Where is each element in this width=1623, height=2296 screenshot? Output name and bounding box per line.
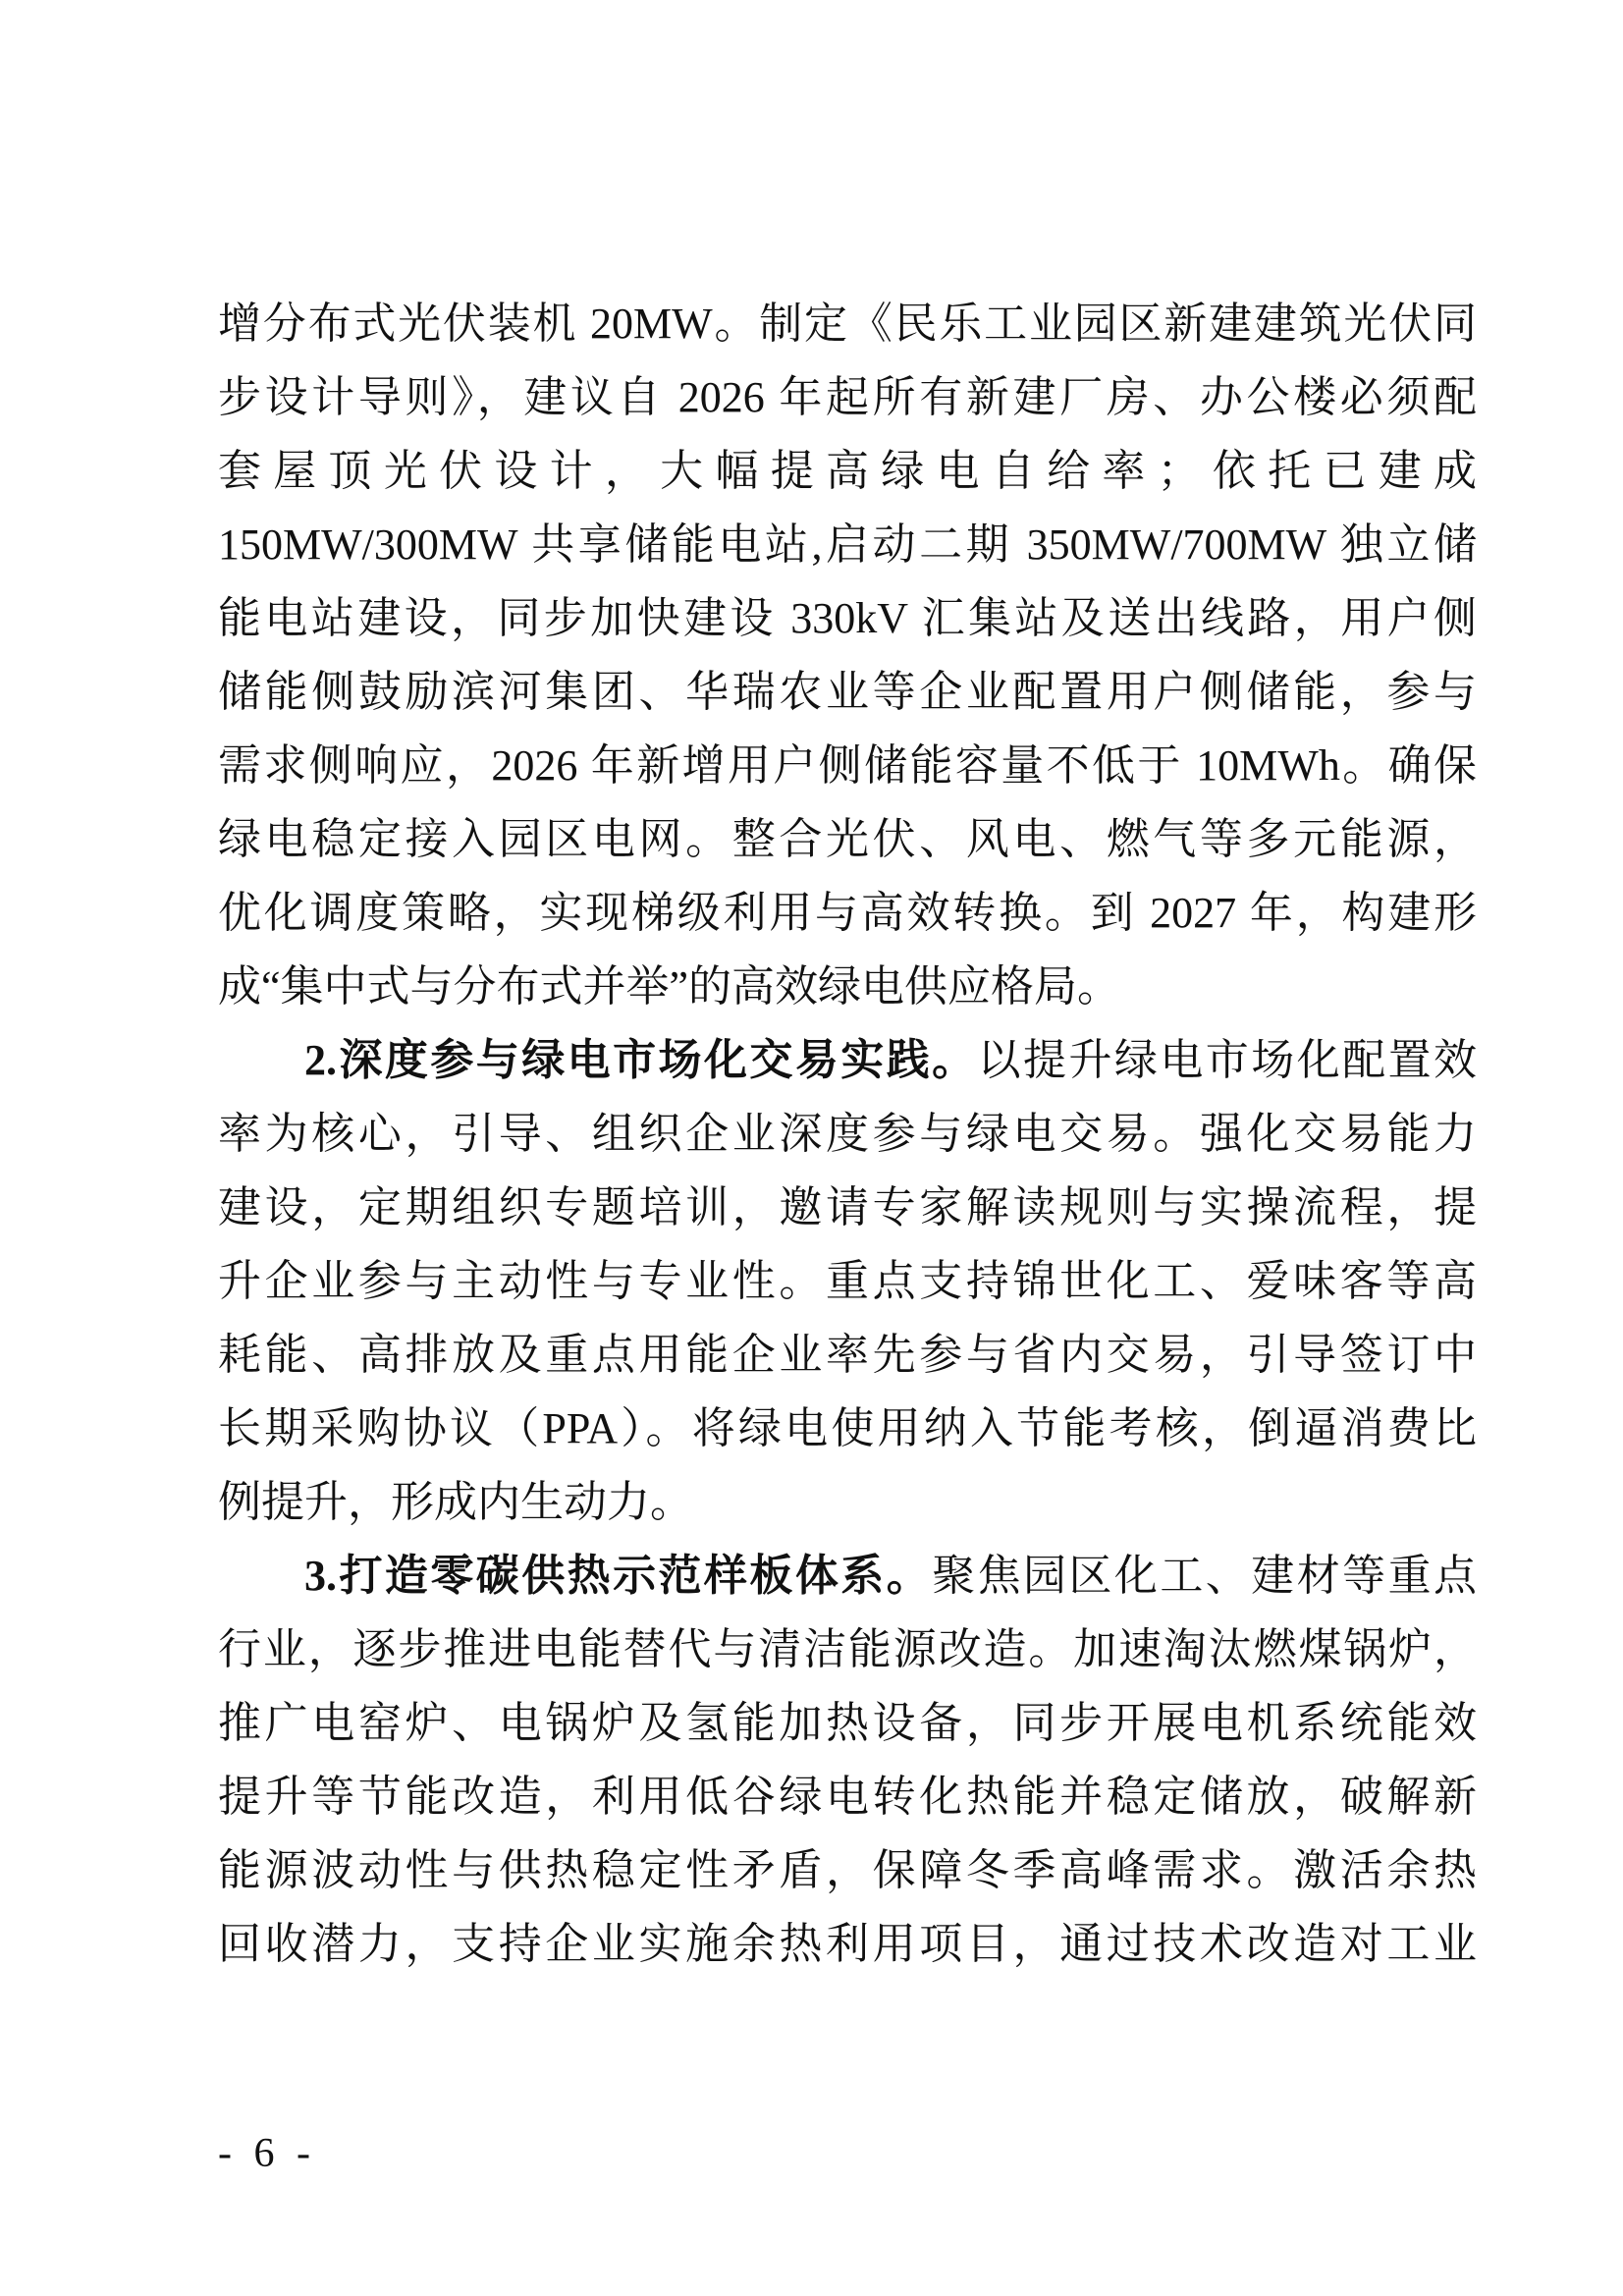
text-line <box>218 1171 1477 1244</box>
text-run: 回收潜力，支持企业实施余热利用项目，通过技术改造对工业 <box>218 1920 1477 1968</box>
text-run: 成“集中式与分布式并举”的高效绿电供应格局。 <box>218 962 1121 1011</box>
text-line <box>218 1097 1477 1171</box>
text-run: 升企业参与主动性与专业性。重点支持锦世化工、爱味客等高 <box>218 1257 1477 1305</box>
text-line <box>218 1907 1477 1981</box>
text-line <box>218 1613 1477 1686</box>
text-run: 储能侧鼓励滨河集团、华瑞农业等企业配置用户侧储能，参与 <box>218 668 1477 716</box>
paragraph <box>218 1023 1477 1539</box>
text-run: 增分布式光伏装机 20MW。制定《民乐工业园区新建建筑光伏同 <box>218 300 1477 348</box>
page-number: - 6 - <box>218 2131 316 2176</box>
text-line <box>218 434 1477 508</box>
text-line <box>218 1539 1477 1613</box>
text-run: 例提升，形成内生动力。 <box>218 1478 693 1526</box>
text-line <box>218 1686 1477 1760</box>
text-run: 步设计导则》，建议自 2026 年起所有新建厂房、办公楼必须配 <box>218 373 1477 421</box>
text-line <box>218 655 1477 729</box>
text-line <box>218 1244 1477 1318</box>
text-line <box>218 1318 1477 1392</box>
text-line <box>218 802 1477 876</box>
text-line <box>218 360 1477 434</box>
text-line <box>218 950 1477 1023</box>
text-line <box>218 581 1477 655</box>
text-line <box>218 287 1477 360</box>
text-run: 率为核心，引导、组织企业深度参与绿电交易。强化交易能力 <box>218 1110 1477 1158</box>
text-run: 聚焦园区化工、建材等重点 <box>932 1552 1477 1600</box>
text-run: 建设，定期组织专题培训，邀请专家解读规则与实操流程，提 <box>218 1183 1477 1231</box>
text-run: 行业，逐步推进电能替代与清洁能源改造。加速淘汰燃煤锅炉， <box>218 1625 1477 1673</box>
text-line <box>218 1392 1477 1465</box>
text-line <box>218 729 1477 802</box>
text-run: 推广电窑炉、电锅炉及氢能加热设备，同步开展电机系统能效 <box>218 1699 1477 1747</box>
text-run: 耗能、高排放及重点用能企业率先参与省内交易，引导签订中 <box>218 1331 1477 1379</box>
text-run: 优化调度策略，实现梯级利用与高效转换。到 2027 年，构建形 <box>218 889 1477 937</box>
text-run: 提升等节能改造，利用低谷绿电转化热能并稳定储放，破解新 <box>218 1773 1477 1821</box>
section-heading: 3.打造零碳供热示范样板体系。 <box>304 1552 933 1600</box>
text-run: 套屋顶光伏设计，大幅提高绿电自给率；依托已建成 <box>218 447 1477 495</box>
text-run: 绿电稳定接入园区电网。整合光伏、风电、燃气等多元能源， <box>218 815 1477 863</box>
text-run: 长期采购协议（PPA）。将绿电使用纳入节能考核，倒逼消费比 <box>218 1404 1477 1452</box>
text-line <box>218 1023 1477 1097</box>
text-line <box>218 876 1477 950</box>
paragraph <box>218 287 1477 1023</box>
section-heading: 2.深度参与绿电市场化交易实践。 <box>304 1036 978 1084</box>
text-line <box>218 1760 1477 1833</box>
text-run: 能电站建设，同步加快建设 330kV 汇集站及送出线路，用户侧 <box>218 594 1477 642</box>
document-body <box>218 287 1477 1981</box>
text-run: 能源波动性与供热稳定性矛盾，保障冬季高峰需求。激活余热 <box>218 1846 1477 1894</box>
text-line <box>218 1833 1477 1907</box>
text-run: 以提升绿电市场化配置效 <box>977 1036 1477 1084</box>
paragraph <box>218 1539 1477 1981</box>
text-line <box>218 508 1477 581</box>
text-run: 需求侧响应，2026 年新增用户侧储能容量不低于 10MWh。确保 <box>218 741 1477 790</box>
text-run: 150MW/300MW 共享储能电站,启动二期 350MW/700MW 独立储 <box>218 520 1477 569</box>
text-line <box>218 1465 1477 1539</box>
